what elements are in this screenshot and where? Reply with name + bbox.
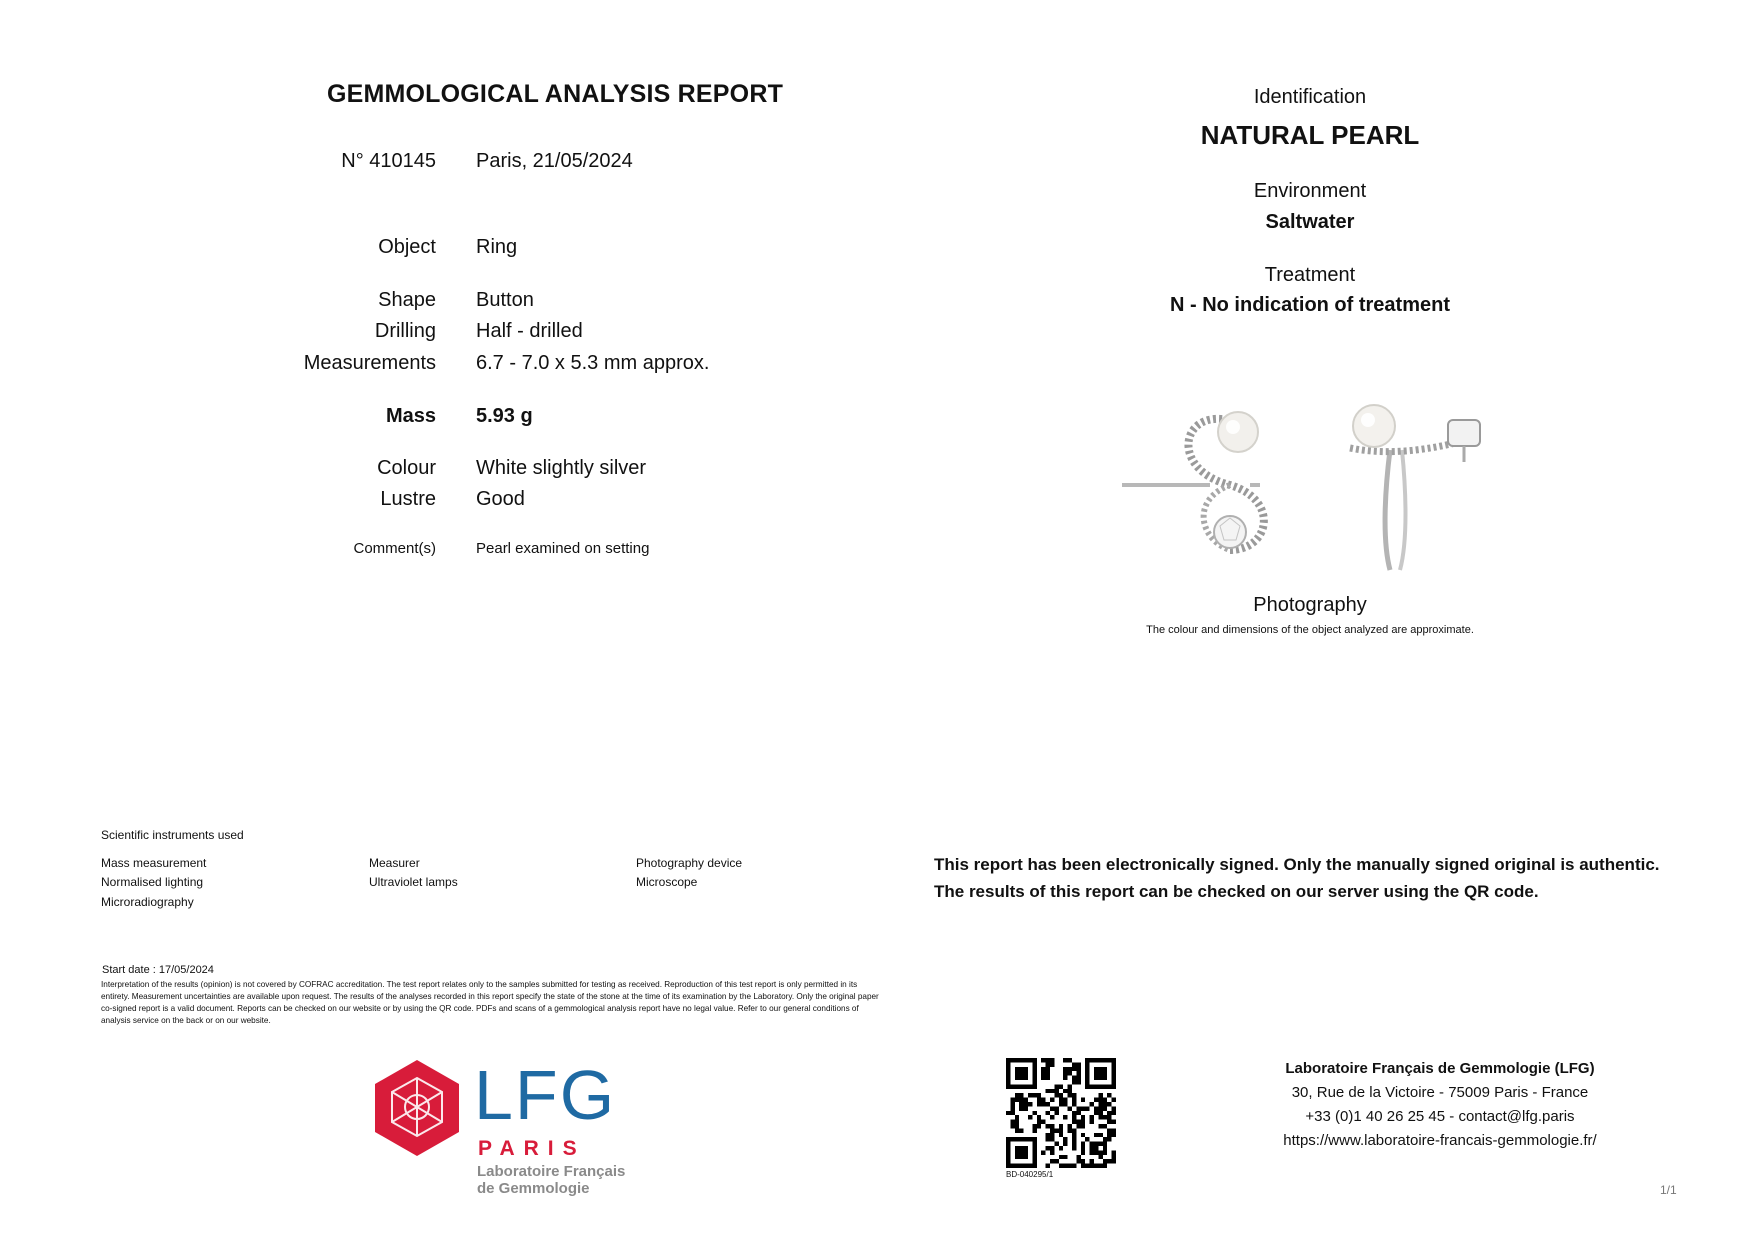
object-label: Object: [378, 236, 436, 258]
environment-heading: Environment: [1253, 180, 1367, 202]
report-place-date: Paris, 21/05/2024: [476, 150, 633, 172]
colour-label: Colour: [377, 457, 436, 479]
lustre-value: Good: [476, 488, 525, 510]
object-value: Ring: [476, 236, 518, 258]
drilling-label: Drilling: [374, 320, 436, 342]
treatment-heading: Treatment: [1264, 264, 1356, 286]
ring-front-view: [1122, 412, 1264, 550]
instrument-item: Microradiography: [101, 895, 194, 909]
photography-caption: Photography: [1253, 594, 1367, 616]
instrument-item: Ultraviolet lamps: [369, 875, 458, 889]
comments-value: Pearl examined on setting: [476, 540, 650, 557]
instrument-item: Mass measurement: [101, 856, 207, 870]
shape-label: Shape: [378, 289, 436, 311]
logo-city: PARIS: [478, 1137, 586, 1160]
legal-disclaimer: Interpretation of the results (opinion) is not covered by COFRAC accreditation. The test report relates only to the samples submitted for testing as received. Reproduction of this test report is only permitted in its entirety. Measurement uncertainties are available upon request. The results of the analyses recorded in this report specify the state of the stone at the time of its examination by the Laboratory. Only the original paper co-signed report is a valid document. Reports can be checked on our website or by using the QR code. PDFs and scans of a gemmological analysis report have no legal value. Refer to our general conditions of analysis service on the back or on our website.: [101, 980, 879, 1025]
report-title: GEMMOLOGICAL ANALYSIS REPORT: [326, 80, 784, 108]
treatment-value: N - No indication of treatment: [1170, 294, 1450, 316]
instrument-item: Measurer: [369, 856, 420, 870]
ring-side-view: [1350, 405, 1480, 570]
mass-label: Mass: [385, 405, 436, 427]
lab-contact[interactable]: +33 (0)1 40 26 25 45 - contact@lfg.paris: [1305, 1108, 1575, 1125]
lfg-logo-icon: [372, 1058, 462, 1158]
report-number: N° 410145: [341, 150, 436, 172]
qr-code[interactable]: [1006, 1058, 1116, 1168]
measurements-value: 6.7 - 7.0 x 5.3 mm approx.: [476, 352, 710, 374]
instruments-title: Scientific instruments used: [101, 828, 244, 842]
identification-heading: Identification: [1253, 86, 1367, 108]
drilling-value: Half - drilled: [476, 320, 583, 342]
instrument-item: Microscope: [636, 875, 698, 889]
lab-website-link[interactable]: https://www.laboratoire-francais-gemmologie.fr/: [1283, 1132, 1597, 1149]
colour-value: White slightly silver: [476, 457, 647, 479]
page-number: 1/1: [1660, 1183, 1677, 1197]
qr-reference: BD-040295/1: [1006, 1170, 1054, 1179]
instrument-item: Normalised lighting: [101, 875, 204, 889]
signature-statement: This report has been electronically signed. Only the manually signed original is authentic.: [934, 855, 1660, 874]
lab-name: Laboratoire Français de Gemmologie (LFG): [1285, 1060, 1595, 1077]
ring-photograph: [1110, 390, 1510, 580]
identification-value: NATURAL PEARL: [1200, 120, 1420, 150]
qr-check-statement: The results of this report can be checked on our server using the QR code.: [934, 882, 1539, 901]
lab-address: 30, Rue de la Victoire - 75009 Paris - France: [1291, 1084, 1589, 1101]
mass-value: 5.93 g: [476, 405, 533, 427]
photography-note: The colour and dimensions of the object analyzed are approximate.: [1146, 624, 1474, 636]
comments-label: Comment(s): [353, 540, 436, 557]
start-date: Start date : 17/05/2024: [102, 964, 214, 976]
measurements-label: Measurements: [303, 352, 436, 374]
environment-value: Saltwater: [1265, 211, 1355, 233]
shape-value: Button: [476, 289, 534, 311]
lustre-label: Lustre: [380, 488, 436, 510]
logo-subtitle-line1: Laboratoire Français: [477, 1163, 626, 1180]
instrument-item: Photography device: [636, 856, 743, 870]
logo-wordmark: LFG: [474, 1056, 617, 1134]
logo-subtitle-line2: de Gemmologie: [477, 1180, 590, 1197]
